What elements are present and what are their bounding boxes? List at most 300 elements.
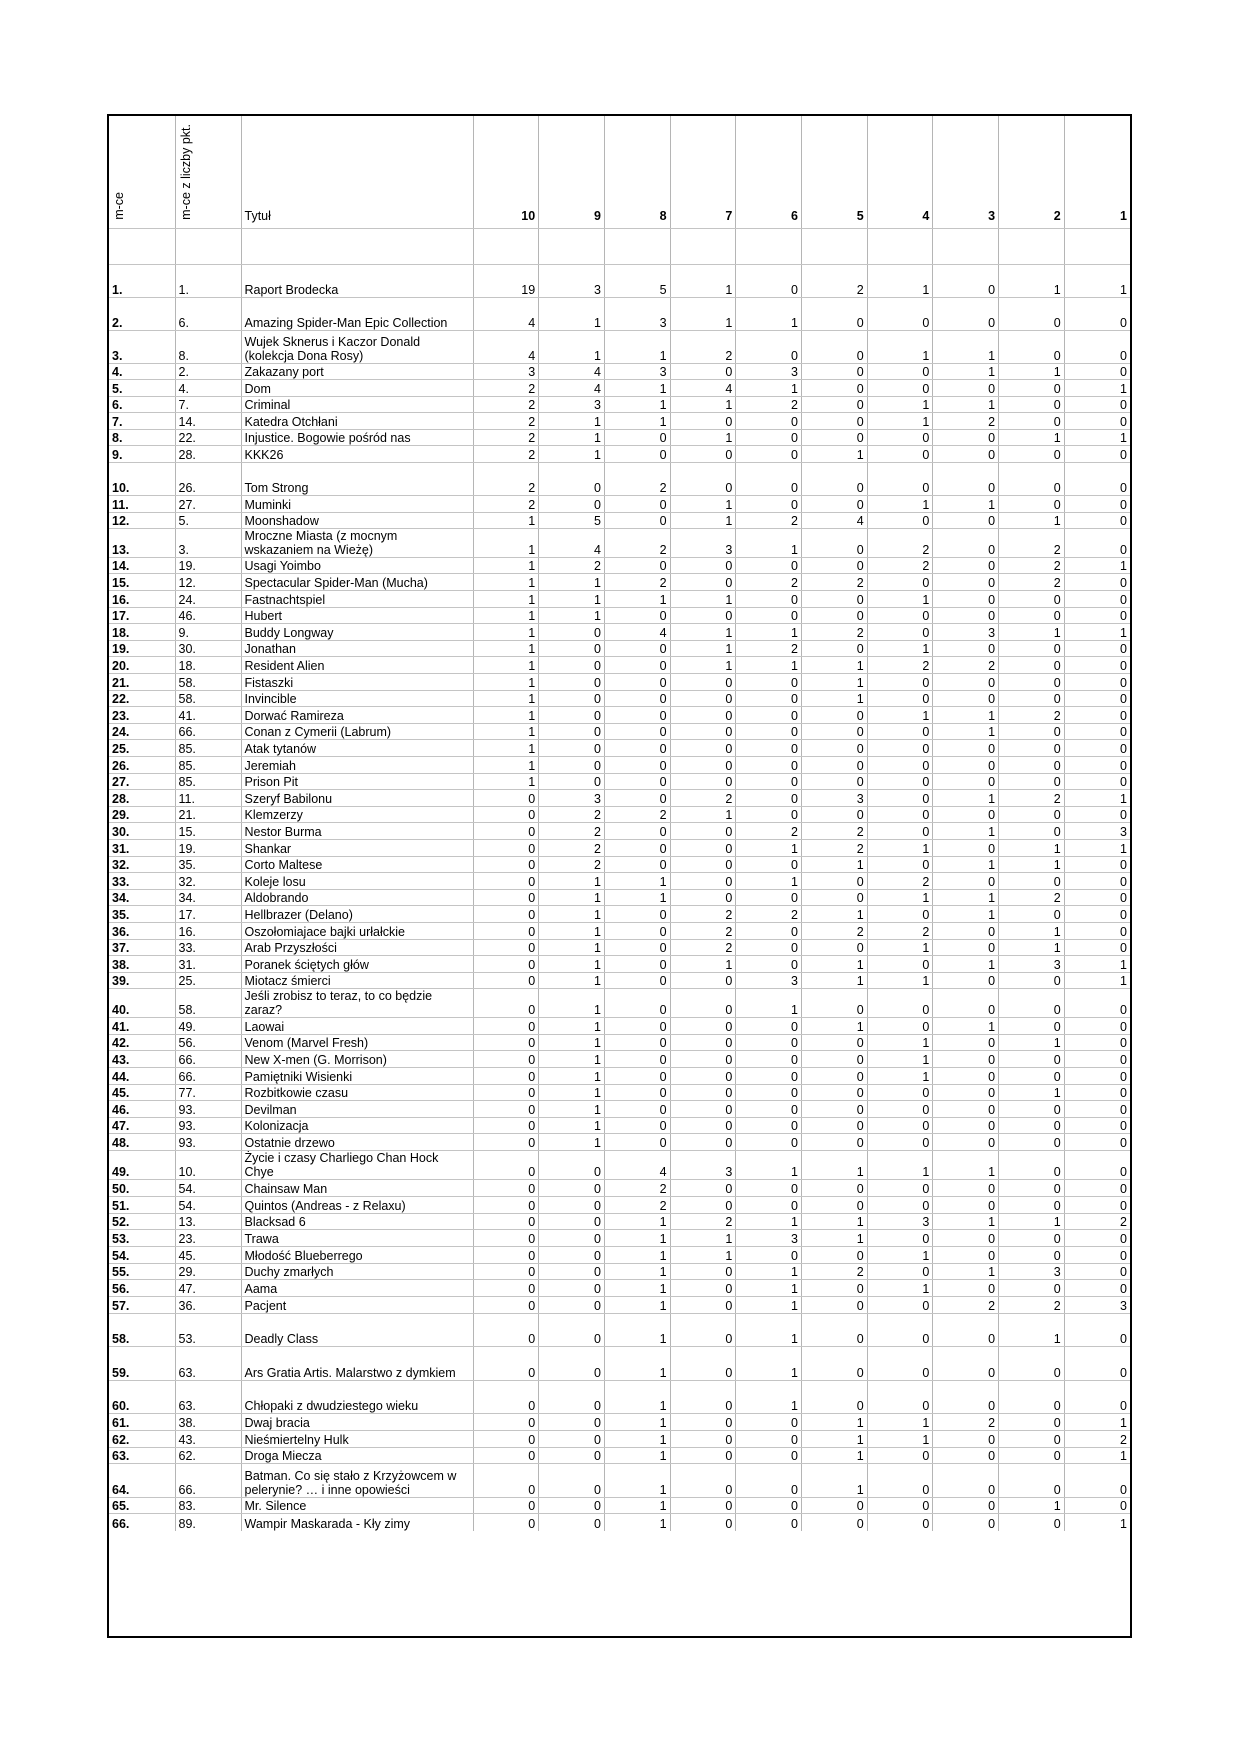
points-cell: 0 (1064, 923, 1130, 940)
points-cell: 2 (999, 574, 1065, 591)
points-cell: 0 (736, 446, 802, 463)
points-cell: 1 (867, 265, 933, 298)
points-cell: 0 (1064, 1498, 1130, 1514)
points-cell: 0 (933, 1101, 999, 1118)
points-cell: 0 (670, 1514, 736, 1531)
prev-rank-cell: 25. (175, 973, 241, 989)
points-cell: 2 (867, 558, 933, 574)
points-cell: 1 (867, 1247, 933, 1264)
points-cell: 1 (670, 624, 736, 641)
points-cell: 0 (539, 1264, 605, 1280)
points-cell: 0 (999, 807, 1065, 823)
rank-cell: 15. (109, 574, 175, 591)
rank-cell: 26. (109, 757, 175, 774)
rank-cell: 25. (109, 740, 175, 757)
points-cell: 0 (1064, 574, 1130, 591)
points-cell: 0 (801, 1247, 867, 1264)
points-cell: 0 (999, 463, 1065, 496)
points-cell: 1 (1064, 265, 1130, 298)
points-cell: 1 (736, 1280, 802, 1297)
points-cell: 0 (801, 1297, 867, 1314)
points-cell: 2 (1064, 1431, 1130, 1448)
points-cell: 0 (933, 430, 999, 446)
rank-cell: 41. (109, 1018, 175, 1035)
points-cell: 3 (539, 790, 605, 807)
points-cell: 0 (999, 1464, 1065, 1498)
table-row (109, 790, 1130, 807)
points-cell: 0 (933, 757, 999, 774)
points-cell: 0 (867, 823, 933, 840)
table-row (109, 1134, 1130, 1151)
points-cell: 0 (670, 1414, 736, 1431)
points-cell: 0 (604, 691, 670, 707)
points-cell: 1 (539, 1134, 605, 1151)
points-cell: 1 (539, 973, 605, 989)
points-cell: 1 (604, 1448, 670, 1464)
prev-rank-cell: 83. (175, 1498, 241, 1514)
points-cell: 0 (933, 608, 999, 624)
points-cell: 1 (736, 1347, 802, 1381)
points-cell: 0 (670, 608, 736, 624)
points-cell: 2 (670, 790, 736, 807)
table-row (109, 529, 1130, 558)
points-cell: 0 (473, 1498, 539, 1514)
points-cell: 0 (539, 463, 605, 496)
points-cell: 0 (999, 674, 1065, 691)
points-cell: 1 (801, 857, 867, 873)
title-cell: Amazing Spider-Man Epic Collection (241, 298, 473, 331)
rank-cell: 52. (109, 1214, 175, 1230)
points-cell: 2 (801, 265, 867, 298)
points-cell: 1 (670, 807, 736, 823)
points-cell: 0 (539, 674, 605, 691)
points-cell: 0 (933, 1035, 999, 1051)
points-cell: 1 (999, 1314, 1065, 1347)
points-cell: 1 (999, 1214, 1065, 1230)
points-cell: 0 (801, 529, 867, 558)
points-cell: 1 (999, 624, 1065, 641)
points-cell: 0 (1064, 463, 1130, 496)
table-row (109, 1068, 1130, 1085)
points-cell: 1 (801, 657, 867, 674)
title-cell: Criminal (241, 397, 473, 413)
points-cell: 0 (801, 1118, 867, 1134)
points-cell: 1 (933, 857, 999, 873)
points-cell: 2 (539, 558, 605, 574)
points-cell: 1 (736, 298, 802, 331)
points-cell: 0 (473, 956, 539, 973)
points-cell: 0 (670, 364, 736, 380)
title-cell: Tom Strong (241, 463, 473, 496)
points-cell: 1 (999, 940, 1065, 956)
table-row (109, 1151, 1130, 1180)
prev-rank-cell: 31. (175, 956, 241, 973)
points-cell: 1 (999, 513, 1065, 529)
points-cell: 0 (999, 1068, 1065, 1085)
points-cell: 2 (801, 574, 867, 591)
points-cell: 0 (933, 1051, 999, 1068)
points-cell: 0 (1064, 1068, 1130, 1085)
points-cell: 0 (539, 1197, 605, 1214)
points-cell: 0 (933, 840, 999, 857)
points-cell: 0 (1064, 1151, 1130, 1180)
rank-cell: 10. (109, 463, 175, 496)
rank-cell: 63. (109, 1448, 175, 1464)
rank-cell: 44. (109, 1068, 175, 1085)
points-cell: 2 (801, 624, 867, 641)
points-cell: 2 (473, 463, 539, 496)
points-cell: 0 (604, 1085, 670, 1101)
points-cell: 0 (1064, 1381, 1130, 1414)
rank-cell: 14. (109, 558, 175, 574)
title-cell: Oszołomiajace bajki urłałckie (241, 923, 473, 940)
points-cell: 0 (670, 1134, 736, 1151)
title-cell: Chłopaki z dwudziestego wieku (241, 1381, 473, 1414)
title-cell: Muminki (241, 496, 473, 513)
points-cell: 1 (867, 1068, 933, 1085)
points-cell: 1 (867, 1414, 933, 1431)
points-cell: 0 (473, 1134, 539, 1151)
points-cell: 1 (736, 1297, 802, 1314)
points-cell: 1 (473, 707, 539, 724)
points-cell: 1 (539, 1118, 605, 1134)
rank-cell: 35. (109, 906, 175, 923)
points-cell: 0 (999, 906, 1065, 923)
table-row (109, 298, 1130, 331)
points-cell: 0 (736, 591, 802, 608)
rank-cell: 59. (109, 1347, 175, 1381)
points-cell: 0 (473, 1514, 539, 1531)
points-cell: 0 (933, 1347, 999, 1381)
points-cell: 1 (1064, 380, 1130, 397)
table-row (109, 740, 1130, 757)
points-cell: 0 (801, 1347, 867, 1381)
title-cell: Nestor Burma (241, 823, 473, 840)
points-cell: 0 (867, 463, 933, 496)
points-cell: 2 (604, 1180, 670, 1197)
points-cell: 0 (933, 989, 999, 1018)
header-prev-rank: m-ce z liczby pkt. (175, 116, 241, 229)
header-points-10: 10 (473, 116, 539, 229)
points-cell: 0 (999, 657, 1065, 674)
points-cell: 0 (736, 940, 802, 956)
rank-cell: 51. (109, 1197, 175, 1214)
points-cell: 1 (933, 890, 999, 906)
points-cell: 1 (604, 1431, 670, 1448)
table-row (109, 1431, 1130, 1448)
points-cell: 4 (473, 298, 539, 331)
title-cell: Miotacz śmierci (241, 973, 473, 989)
points-cell: 0 (736, 1068, 802, 1085)
table-row (109, 496, 1130, 513)
prev-rank-cell: 32. (175, 873, 241, 890)
points-cell: 0 (867, 790, 933, 807)
points-cell: 1 (473, 513, 539, 529)
rank-cell: 58. (109, 1314, 175, 1347)
prev-rank-cell: 85. (175, 757, 241, 774)
prev-rank-cell: 47. (175, 1280, 241, 1297)
rank-cell: 49. (109, 1151, 175, 1180)
points-cell: 0 (670, 757, 736, 774)
points-cell: 4 (539, 380, 605, 397)
points-cell: 0 (801, 807, 867, 823)
points-cell: 1 (801, 973, 867, 989)
points-cell: 0 (539, 740, 605, 757)
points-cell: 0 (604, 1051, 670, 1068)
points-cell: 0 (604, 1118, 670, 1134)
points-cell: 2 (933, 657, 999, 674)
points-cell: 1 (604, 413, 670, 430)
points-cell: 0 (670, 1280, 736, 1297)
prev-rank-cell: 4. (175, 380, 241, 397)
points-cell: 0 (933, 1085, 999, 1101)
ranking-table (109, 116, 1130, 1531)
points-cell: 2 (473, 380, 539, 397)
table-row (109, 1297, 1130, 1314)
points-cell: 0 (539, 774, 605, 790)
prev-rank-cell: 15. (175, 823, 241, 840)
title-cell: Hellbrazer (Delano) (241, 906, 473, 923)
points-cell: 2 (801, 1264, 867, 1280)
points-cell: 0 (867, 513, 933, 529)
table-row (109, 446, 1130, 463)
points-cell: 0 (867, 906, 933, 923)
points-cell: 0 (1064, 1134, 1130, 1151)
points-cell: 0 (473, 1414, 539, 1431)
points-cell: 0 (867, 757, 933, 774)
points-cell: 4 (604, 1151, 670, 1180)
points-cell: 1 (736, 840, 802, 857)
points-cell: 1 (1120, 1516, 1127, 1531)
prev-rank-cell: 41. (175, 707, 241, 724)
table-row (109, 906, 1130, 923)
table-row (109, 1197, 1130, 1214)
prev-rank-cell: 34. (175, 890, 241, 906)
points-cell: 1 (999, 1035, 1065, 1051)
points-cell: 0 (473, 1051, 539, 1068)
points-cell: 0 (933, 1230, 999, 1247)
points-cell: 0 (539, 1464, 605, 1498)
points-cell: 0 (933, 873, 999, 890)
points-cell: 1 (604, 890, 670, 906)
points-cell: 0 (933, 1247, 999, 1264)
points-cell: 1 (933, 823, 999, 840)
points-cell: 0 (1064, 1314, 1130, 1347)
points-cell: 4 (604, 624, 670, 641)
points-cell: 0 (999, 331, 1065, 364)
points-cell: 1 (670, 265, 736, 298)
points-cell: 0 (867, 1085, 933, 1101)
points-cell: 1 (933, 906, 999, 923)
title-cell: Koleje losu (241, 873, 473, 890)
points-cell: 2 (539, 807, 605, 823)
points-cell: 1 (933, 956, 999, 973)
points-cell: 0 (604, 840, 670, 857)
title-cell: Droga Miecza (241, 1448, 473, 1464)
points-cell: 0 (999, 1018, 1065, 1035)
points-cell: 0 (867, 1514, 933, 1531)
points-cell: 0 (736, 413, 802, 430)
title-cell: Poranek ściętych głów (241, 956, 473, 973)
table-row (109, 331, 1130, 364)
points-cell: 1 (1064, 558, 1130, 574)
points-cell: 0 (999, 380, 1065, 397)
title-cell: Mroczne Miasta (z mocnym wskazaniem na Wieżę) (241, 529, 473, 558)
header-points-4: 4 (867, 116, 933, 229)
rank-cell: 64. (109, 1464, 175, 1498)
prev-rank-cell: 2. (175, 364, 241, 380)
points-cell: 0 (539, 496, 605, 513)
points-cell: 4 (539, 364, 605, 380)
points-cell: 2 (736, 513, 802, 529)
points-cell: 0 (736, 463, 802, 496)
points-cell: 0 (933, 1118, 999, 1134)
points-cell: 0 (604, 1101, 670, 1118)
rank-cell: 33. (109, 873, 175, 890)
points-cell: 0 (670, 558, 736, 574)
points-cell: 1 (539, 890, 605, 906)
points-cell: 0 (999, 989, 1065, 1018)
header-points-1: 1 (1064, 116, 1130, 229)
title-cell: Chainsaw Man (241, 1180, 473, 1197)
points-cell: 2 (801, 840, 867, 857)
points-cell: 0 (604, 1134, 670, 1151)
table-row (109, 265, 1130, 298)
title-cell: Quintos (Andreas - z Relaxu) (241, 1197, 473, 1214)
prev-rank-cell: 63. (175, 1381, 241, 1414)
points-cell: 3 (933, 624, 999, 641)
table-row (109, 380, 1130, 397)
points-cell: 0 (473, 1068, 539, 1085)
points-cell: 0 (1064, 641, 1130, 657)
points-cell: 1 (736, 1381, 802, 1414)
points-cell: 1 (867, 973, 933, 989)
points-cell: 2 (867, 529, 933, 558)
title-cell: Conan z Cymerii (Labrum) (241, 724, 473, 740)
points-cell: 2 (670, 331, 736, 364)
points-cell: 0 (999, 691, 1065, 707)
points-cell: 1 (933, 1018, 999, 1035)
points-cell: 1 (473, 641, 539, 657)
points-cell: 0 (867, 1180, 933, 1197)
points-cell: 2 (999, 529, 1065, 558)
points-cell: 0 (801, 774, 867, 790)
points-cell: 0 (801, 496, 867, 513)
points-cell: 0 (736, 430, 802, 446)
points-cell: 0 (999, 397, 1065, 413)
points-cell: 1 (604, 1514, 670, 1531)
points-cell: 1 (539, 873, 605, 890)
table-row (109, 774, 1130, 790)
title-cell: Spectacular Spider-Man (Mucha) (241, 574, 473, 591)
points-cell: 0 (539, 707, 605, 724)
title-cell: Corto Maltese (241, 857, 473, 873)
prev-rank-cell: 66. (175, 724, 241, 740)
points-cell: 0 (473, 1448, 539, 1464)
points-cell: 0 (933, 1180, 999, 1197)
points-cell: 0 (933, 1381, 999, 1414)
points-cell: 0 (999, 413, 1065, 430)
title-cell: Dorwać Ramireza (241, 707, 473, 724)
points-cell: 0 (604, 989, 670, 1018)
points-cell: 0 (539, 1214, 605, 1230)
header-rank: m-ce (109, 116, 175, 229)
prev-rank-cell: 58. (175, 674, 241, 691)
table-row (109, 608, 1130, 624)
points-cell: 0 (670, 1180, 736, 1197)
rank-cell: 21. (109, 674, 175, 691)
points-cell: 1 (604, 1381, 670, 1414)
points-cell: 0 (670, 973, 736, 989)
points-cell: 0 (933, 1134, 999, 1151)
points-cell: 1 (801, 1230, 867, 1247)
table-row (109, 657, 1130, 674)
points-cell: 1 (473, 657, 539, 674)
title-cell: Resident Alien (241, 657, 473, 674)
points-cell: 0 (736, 740, 802, 757)
points-cell: 0 (1064, 940, 1130, 956)
points-cell: 0 (867, 624, 933, 641)
points-cell: 0 (1064, 740, 1130, 757)
title-cell: Invincible (241, 691, 473, 707)
points-cell: 0 (473, 923, 539, 940)
rank-cell: 16. (109, 591, 175, 608)
points-cell: 0 (604, 608, 670, 624)
points-cell: 1 (1064, 430, 1130, 446)
points-cell: 0 (670, 1464, 736, 1498)
rank-cell: 3. (109, 331, 175, 364)
points-cell: 0 (999, 1101, 1065, 1118)
points-cell: 2 (473, 496, 539, 513)
points-cell: 0 (670, 1197, 736, 1214)
table-row (109, 1314, 1130, 1347)
table-row (109, 591, 1130, 608)
points-cell: 2 (670, 923, 736, 940)
title-cell: Fistaszki (241, 674, 473, 691)
points-cell: 0 (670, 691, 736, 707)
points-cell: 0 (999, 1514, 1065, 1531)
points-cell: 0 (473, 1381, 539, 1414)
title-cell: Usagi Yoimbo (241, 558, 473, 574)
points-cell: 2 (670, 940, 736, 956)
points-cell: 1 (473, 608, 539, 624)
points-cell: 0 (670, 890, 736, 906)
points-cell: 0 (604, 1035, 670, 1051)
points-cell: 0 (801, 1314, 867, 1347)
points-cell: 0 (801, 940, 867, 956)
rank-cell: 45. (109, 1085, 175, 1101)
points-cell: 2 (933, 413, 999, 430)
points-cell: 1 (933, 1214, 999, 1230)
points-cell: 2 (670, 1214, 736, 1230)
title-cell: Injustice. Bogowie pośród nas (241, 430, 473, 446)
points-cell: 1 (473, 691, 539, 707)
points-cell: 1 (801, 674, 867, 691)
points-cell: 0 (670, 1085, 736, 1101)
points-cell: 1 (801, 1018, 867, 1035)
rank-cell: 53. (109, 1230, 175, 1247)
points-cell: 0 (736, 790, 802, 807)
points-cell: 0 (539, 657, 605, 674)
points-cell: 0 (801, 873, 867, 890)
points-cell: 19 (473, 265, 539, 298)
points-cell: 2 (604, 1197, 670, 1214)
points-cell: 0 (867, 380, 933, 397)
points-cell: 2 (539, 823, 605, 840)
points-cell: 0 (670, 774, 736, 790)
points-cell: 3 (1064, 1297, 1130, 1314)
title-cell: Hubert (241, 608, 473, 624)
